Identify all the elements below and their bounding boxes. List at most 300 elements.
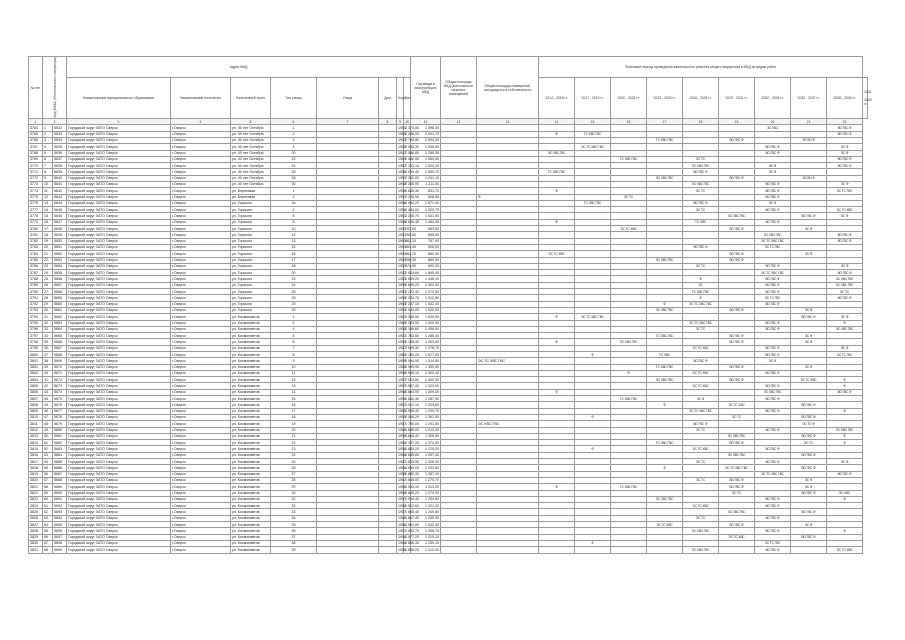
table-cell: 66	[43, 534, 53, 540]
table-cell: 1 285,30	[411, 150, 441, 156]
table-cell: 60	[43, 496, 53, 502]
repair-period-cell: ВО ГВС Ф	[791, 490, 827, 496]
table-cell: 1 215,20	[411, 446, 441, 452]
repair-period-cell: ЭС ТС	[683, 263, 719, 269]
repair-period-cell: ВО ГВС Ф	[719, 440, 755, 446]
table-cell: 5	[271, 333, 317, 339]
repair-period-cell: ВО ГВС Ф	[755, 503, 791, 509]
table-cell: 3778	[29, 213, 43, 219]
table-cell: 1 211,00	[411, 181, 441, 187]
table-cell: 1 840,20	[405, 491, 419, 496]
repair-period-cell: Ф	[611, 370, 647, 376]
repair-period-cell: ЭС ТС	[683, 188, 719, 194]
table-cell: 3790	[29, 289, 43, 295]
table-cell: г.Озерск	[171, 232, 231, 238]
table-cell: 20	[271, 150, 317, 156]
repair-period-cell: ТС ХВС ГВС	[539, 169, 575, 175]
table-cell: Городской округ ЗАТО Озерск	[67, 188, 171, 194]
table-cell: 5636	[53, 150, 67, 156]
header-address-part: Населенный пункт	[231, 78, 271, 119]
repair-period-cell: Ф	[539, 219, 575, 225]
table-cell: Городской округ ЗАТО Озерск	[67, 156, 171, 162]
table-cell: Городской округ ЗАТО Озерск	[67, 383, 171, 389]
repair-period-cell: ВО ГВС Ф	[755, 352, 791, 358]
table-cell: 1 514,80	[411, 358, 441, 364]
repair-period-cell: ЭС ТС ХВС	[791, 377, 827, 383]
repair-period-cell: ВО ГВС Ф	[791, 314, 827, 320]
repair-period-cell: ВО ГВС Ф	[755, 276, 791, 282]
table-cell: Городской округ ЗАТО Озерск	[67, 295, 171, 301]
header-num: № п/п	[29, 57, 43, 119]
table-cell: 18	[271, 263, 317, 269]
table-cell: 1	[43, 125, 53, 131]
table-cell: 2	[271, 131, 317, 137]
table-cell: 32	[43, 320, 53, 326]
table-cell: 4 626,40	[405, 220, 419, 225]
repair-period-cell: ВО ГВС Ф	[827, 471, 863, 477]
repair-period-cell: ВО ГВС Ф	[827, 156, 863, 162]
table-cell: 1956	[398, 484, 406, 489]
table-cell: 1 279,30	[411, 490, 441, 496]
table-cell: 1956	[398, 371, 406, 376]
column-number: 20	[755, 119, 791, 125]
table-cell: 33	[43, 326, 53, 332]
repair-period-cell: ВО ГВС Ф	[719, 364, 755, 370]
repair-period-cell: ЭС ТС ХВС ГВС	[575, 144, 611, 150]
repair-period-cell: ЭС ТС ГВС	[827, 352, 863, 358]
column-number: 21	[791, 119, 827, 125]
table-cell: ул. Космонавтов	[231, 452, 271, 458]
table-cell: г.Озерск	[171, 156, 231, 162]
header-year: Год ввода в эксплуатацию МКД	[411, 57, 441, 119]
table-cell: 43	[43, 389, 53, 395]
repair-period-cell: ЭС Ф	[755, 169, 791, 175]
table-cell: г.Озерск	[171, 226, 231, 232]
table-cell: 1 912,10	[405, 402, 419, 407]
table-cell: ул. Горького	[231, 301, 271, 307]
table-cell: 5	[271, 213, 317, 219]
table-cell: 24	[43, 270, 53, 276]
column-number: 11	[411, 119, 441, 125]
table-cell: 26	[271, 169, 317, 175]
repair-period-cell: ЭС ТС ХВС	[611, 226, 647, 232]
table-cell: Городской округ ЗАТО Озерск	[67, 364, 171, 370]
table-cell: 17	[43, 226, 53, 232]
table-cell: 1958	[398, 188, 406, 193]
repair-period-cell: ЭС ТС	[683, 156, 719, 162]
repair-period-cell: Ф	[827, 383, 863, 389]
table-cell: Городской округ ЗАТО Озерск	[67, 289, 171, 295]
table-cell: 2 482,90	[405, 157, 419, 162]
repair-period-cell: ВО ГВС Ф	[791, 534, 827, 540]
table-cell: 13	[271, 238, 317, 244]
table-cell: Городской округ ЗАТО Озерск	[67, 528, 171, 534]
table-cell: 6	[271, 339, 317, 345]
repair-period-cell: ВО ГВС Ф	[755, 496, 791, 502]
table-cell: 806,50	[411, 194, 441, 200]
table-cell: г.Озерск	[171, 270, 231, 276]
table-cell: 1 880,00	[405, 428, 419, 433]
table-cell: 1	[271, 188, 317, 194]
table-cell: 1951	[398, 245, 406, 250]
header-address-part: Наименование муниципального образования	[67, 78, 171, 119]
table-cell: 3764	[29, 125, 43, 131]
table-cell: 5644	[53, 200, 67, 206]
table-cell: 1 559,70	[411, 169, 441, 175]
table-cell: ул. Космонавтов	[231, 414, 271, 420]
table-cell: Городской округ ЗАТО Озерск	[67, 282, 171, 288]
table-cell: ул. Горького	[231, 244, 271, 250]
table-cell: 59	[43, 490, 53, 496]
table-cell: 1956	[398, 446, 406, 451]
repair-period-cell: ЭС ТС ХВС	[683, 503, 719, 509]
table-cell: г.Озерск	[171, 301, 231, 307]
repair-period-cell: ВО ГВС Ф	[755, 383, 791, 389]
table-cell: ул. Космонавтов	[231, 421, 271, 427]
table-cell: ул. Космонавтов	[231, 339, 271, 345]
table-cell: 1957	[398, 402, 406, 407]
header-period: 2035 - 2037 гг.	[791, 78, 827, 119]
table-cell: г.Озерск	[171, 200, 231, 206]
table-cell: 5654	[53, 263, 67, 269]
table-cell: 1 374,30	[411, 440, 441, 446]
table-cell: 7	[271, 345, 317, 351]
table-cell: ул. 40 лет Октября	[231, 131, 271, 137]
table-cell: 1 520,30	[411, 320, 441, 326]
table-cell: г.Озерск	[171, 276, 231, 282]
table-cell: 35	[43, 339, 53, 345]
table-cell: 10	[43, 181, 53, 187]
table-cell: 3806	[29, 389, 43, 395]
table-cell: 14	[43, 207, 53, 213]
table-cell: 3793	[29, 307, 43, 313]
table-cell: 30	[271, 307, 317, 313]
table-cell: г.Озерск	[171, 408, 231, 414]
repair-period-cell: Ф	[827, 377, 863, 383]
header-reg-code: Код ФИАС (Регионального оператора)	[43, 57, 67, 119]
table-cell: 3804	[29, 377, 43, 383]
table-cell	[441, 547, 477, 553]
table-cell: 5637	[53, 156, 67, 162]
table-cell: 1957	[398, 314, 406, 319]
table-cell: 5	[43, 150, 53, 156]
table-cell: 2 758,80	[405, 138, 419, 143]
table-cell: 1 446,10	[411, 276, 441, 282]
table-cell: 3825	[29, 509, 43, 515]
table-cell: 5662	[53, 314, 67, 320]
repair-period-cell: ЭС ТС ГВС	[755, 244, 791, 250]
table-cell: Городской округ ЗАТО Озерск	[67, 194, 171, 200]
table-cell: 5646	[53, 213, 67, 219]
table-cell: 19	[43, 238, 53, 244]
table-cell: 26	[271, 465, 317, 471]
repair-period-cell: ЭС ТС	[683, 326, 719, 332]
table-cell: Городской округ ЗАТО Озерск	[67, 213, 171, 219]
table-cell: 5635	[53, 144, 67, 150]
table-cell: 52	[43, 446, 53, 452]
table-cell: 28	[271, 477, 317, 483]
column-number: 16	[611, 119, 647, 125]
table-cell: 39	[43, 364, 53, 370]
repair-period-cell: ЭС ХВС ГВС	[647, 307, 683, 313]
table-cell: 26	[271, 289, 317, 295]
repair-period-cell: ЭС ТС ХВС	[827, 207, 863, 213]
repair-period-cell: ВО ГВС Ф	[719, 377, 755, 383]
table-cell: 1954	[398, 125, 406, 130]
repair-period-cell: ТС ХВС ГВС	[611, 396, 647, 402]
repair-period-cell: ВО ГВС Ф	[683, 358, 719, 364]
repair-period-cell: ВО ГВС Ф	[719, 251, 755, 257]
table-cell: 5694	[53, 515, 67, 521]
table-cell: 33	[271, 509, 317, 515]
table-cell: 2 108,40	[405, 339, 419, 344]
table-cell: 5689	[53, 484, 67, 490]
table-cell: ул. Космонавтов	[231, 459, 271, 465]
table-cell: 1 960,00	[405, 465, 419, 470]
table-cell: Городской округ ЗАТО Озерск	[67, 440, 171, 446]
table-cell: 3785	[29, 257, 43, 263]
table-cell: 1 285,30	[411, 333, 441, 339]
repair-period-cell: Ф	[827, 440, 863, 446]
repair-period-cell: Ф	[827, 320, 863, 326]
table-cell: ул. Космонавтов	[231, 484, 271, 490]
table-cell: 1 669,20	[405, 276, 419, 281]
table-cell: г.Озерск	[171, 358, 231, 364]
table-cell: 5655	[53, 270, 67, 276]
repair-period-cell: ЭС ХВС ГВС	[647, 496, 683, 502]
table-cell: 5663	[53, 320, 67, 326]
table-cell: 1 912,60	[405, 503, 419, 508]
table-cell: ул. Горького	[231, 289, 271, 295]
table-cell: г.Озерск	[171, 440, 231, 446]
repair-period-cell	[791, 547, 827, 553]
repair-period-cell: ЭС ХВС ГВС	[647, 377, 683, 383]
repair-period-cell: ТС ХВС ГВС	[611, 156, 647, 162]
repair-period-cell: ЭС ТС ХВС ГВС	[755, 471, 791, 477]
table-cell: 1 434,00	[405, 207, 419, 212]
repair-period-cell: ВО ГВС Ф	[755, 459, 791, 465]
table-cell: г.Озерск	[171, 194, 231, 200]
table-cell: Городской округ ЗАТО Озерск	[67, 540, 171, 546]
table-cell: ул. Космонавтов	[231, 370, 271, 376]
table-cell: ул. Горького	[231, 200, 271, 206]
table-cell: 1953	[398, 289, 406, 294]
table-cell: 1 458,90	[411, 326, 441, 332]
table-cell: 1 287,20	[411, 471, 441, 477]
repair-period-cell: ЭС ТС	[683, 477, 719, 483]
table-cell: 3780	[29, 226, 43, 232]
table-cell: 67	[43, 540, 53, 546]
table-cell: 1960	[398, 157, 406, 162]
table-cell: 1957	[398, 497, 406, 502]
table-cell: 1957	[398, 151, 406, 155]
table-cell: 1 231,10	[411, 175, 441, 181]
table-cell: ул. Космонавтов	[231, 364, 271, 370]
table-cell: г.Озерск	[171, 125, 231, 131]
table-cell: 3810	[29, 414, 43, 420]
repair-period-cell: ЭС ТС ХВС ГВС	[719, 465, 755, 471]
column-number: 6	[271, 119, 317, 125]
repair-period-cell: ВО ГВС Ф	[683, 200, 719, 206]
table-cell: 5641	[53, 181, 67, 187]
table-cell: г.Озерск	[171, 389, 231, 395]
table-cell: г.Озерск	[171, 219, 231, 225]
table-cell: 1 938,40	[405, 409, 419, 414]
table-cell: Городской округ ЗАТО Озерск	[67, 219, 171, 225]
table-cell: 5643	[53, 194, 67, 200]
repair-period-cell: ЭС ТС	[683, 459, 719, 465]
table-cell: 892,20	[411, 263, 441, 269]
table-cell: 5683	[53, 446, 67, 452]
column-number: 9	[397, 119, 404, 125]
table-cell: 1	[271, 125, 317, 131]
table-cell: 1 221,20	[411, 503, 441, 509]
table-cell: 5651	[53, 244, 67, 250]
table-cell: 1 965,10	[405, 371, 419, 376]
repair-period-cell: Ф	[647, 301, 683, 307]
table-cell: 1 934,40	[405, 497, 419, 502]
table-cell: 44	[43, 396, 53, 402]
table-cell: 3786	[29, 263, 43, 269]
table-cell: 1953	[398, 276, 406, 281]
table-cell: 5660	[53, 301, 67, 307]
table-cell: Городской округ ЗАТО Озерск	[67, 522, 171, 528]
table-cell: 26	[43, 282, 53, 288]
table-cell: ул. 40 лет Октября	[231, 169, 271, 175]
repair-period-cell: ЭС Ф	[755, 358, 791, 364]
table-cell: г.Озерск	[171, 181, 231, 187]
repair-period-cell: ВО ГВС Ф	[791, 465, 827, 471]
table-cell: Городской округ ЗАТО Озерск	[67, 263, 171, 269]
table-cell: 1 212,20	[411, 547, 441, 553]
table-cell: 2 099,30	[405, 346, 419, 351]
table-cell: 3823	[29, 496, 43, 502]
table-cell: 1 302,00	[411, 282, 441, 288]
table-cell: ул. Космонавтов	[231, 477, 271, 483]
table-cell: 1957	[398, 528, 406, 533]
table-cell: Городской округ ЗАТО Озерск	[67, 421, 171, 427]
table-cell: 2	[271, 194, 317, 200]
table-cell: ул. Космонавтов	[231, 496, 271, 502]
table-cell: 1 287,90	[411, 396, 441, 402]
repair-period-cell: ВО ГВС Ф	[755, 528, 791, 534]
repair-period-cell: Ф	[575, 414, 611, 420]
table-cell: г.Озерск	[171, 289, 231, 295]
table-cell: 1951	[398, 239, 406, 244]
repair-period-cell: ВО ГВС Ф	[719, 226, 755, 232]
repair-period-cell: ЭС ХВС ГВС	[827, 427, 863, 433]
table-cell: 4	[271, 207, 317, 213]
repair-period-cell: ВО ГВС Ф	[755, 547, 791, 553]
table-cell: 1 342,30	[411, 522, 441, 528]
repair-period-cell: ЭС Ф	[827, 181, 863, 187]
table-cell: 5693	[53, 509, 67, 515]
table-cell: ул. Береговая	[231, 194, 271, 200]
table-cell: г.Озерск	[171, 188, 231, 194]
header-period: 2029 - 2031 гг.	[719, 78, 755, 119]
repair-period-cell: ЭС ТС ХВС	[539, 251, 575, 257]
table-cell: г.Озерск	[171, 163, 231, 169]
table-cell: г.Озерск	[171, 282, 231, 288]
table-cell: 1 542,40	[411, 301, 441, 307]
table-cell: 8	[271, 352, 317, 358]
repair-period-cell: ВО ГВС Ф	[755, 326, 791, 332]
table-cell: 1 315,10	[411, 534, 441, 540]
table-cell: ул. Горького	[231, 219, 271, 225]
table-cell: 906,00	[411, 244, 441, 250]
repair-period-cell: ТС ХВС ГВС	[575, 200, 611, 206]
table-cell: 5675	[53, 396, 67, 402]
repair-period-cell: ЭС Ф	[791, 226, 827, 232]
repair-period-cell: ВО ГВС Ф	[755, 301, 791, 307]
table-cell: 1 335,00	[411, 144, 441, 150]
repair-period-cell: ВО ГВС Ф	[719, 333, 755, 339]
table-cell: 1 494,20	[405, 201, 419, 206]
table-cell: 5639	[53, 169, 67, 175]
table-cell: г.Озерск	[171, 471, 231, 477]
table-cell: 1 531,00	[411, 213, 441, 219]
table-cell: 1 860,20	[405, 446, 419, 451]
repair-period-cell: ЭС ХВС ГВС	[719, 509, 755, 515]
table-cell: 1 361,50	[411, 414, 441, 420]
header-period: 2032 - 2034 гг.	[755, 78, 791, 119]
repair-period-cell: ЭС Ф	[791, 339, 827, 345]
table-cell: 5656	[53, 276, 67, 282]
table-cell: 1953	[398, 226, 406, 231]
table-cell: 2 373,80	[405, 125, 419, 130]
table-cell: 1958	[398, 201, 406, 206]
table-cell: 57	[43, 477, 53, 483]
table-cell: 1 291,80	[411, 421, 441, 427]
table-cell: ул. Космонавтов	[231, 534, 271, 540]
repair-period-cell	[539, 547, 575, 553]
table-cell: 766,60	[405, 232, 416, 237]
table-cell: г.Озерск	[171, 465, 231, 471]
table-cell: 4	[271, 144, 317, 150]
repair-period-cell: ВО ГВС Ф	[719, 257, 755, 263]
table-cell: 62	[43, 509, 53, 515]
repair-period-cell: ВО ГВС Ф	[755, 345, 791, 351]
table-cell: г.Озерск	[171, 509, 231, 515]
table-cell: 5653	[53, 257, 67, 263]
table-cell: г.Озерск	[171, 427, 231, 433]
table-cell: 1 856,00	[405, 547, 419, 552]
table-cell: 1 550,00	[411, 156, 441, 162]
table-cell: 10	[271, 364, 317, 370]
table-cell: 2 237,10	[405, 302, 419, 307]
header-period: 2017 - 2019 гг.	[575, 78, 611, 119]
table-cell: ул. Космонавтов	[231, 547, 271, 553]
repair-period-cell: ЭС Ф	[791, 333, 827, 339]
table-cell: 3768	[29, 150, 43, 156]
table-cell: ул. Космонавтов	[231, 389, 271, 395]
table-cell: 5696	[53, 528, 67, 534]
table-cell: 1 866,40	[405, 434, 419, 439]
table-cell: 1 284,80	[411, 496, 441, 502]
table-cell: Городской округ ЗАТО Озерск	[67, 339, 171, 345]
repair-period-cell: ВО ГВС Ф	[719, 522, 755, 528]
table-cell: ул. Горького	[231, 307, 271, 313]
table-cell: 3	[43, 137, 53, 143]
repair-period-cell	[611, 547, 647, 553]
table-cell: 5677	[53, 408, 67, 414]
table-cell: 961,40	[405, 245, 416, 250]
repair-period-cell: ВО ГВС Ф	[683, 169, 719, 175]
table-cell: Городской округ ЗАТО Озерск	[67, 207, 171, 213]
table-cell: 28	[43, 295, 53, 301]
table-cell: 65	[43, 528, 53, 534]
header-address-part: Дом	[379, 78, 397, 119]
